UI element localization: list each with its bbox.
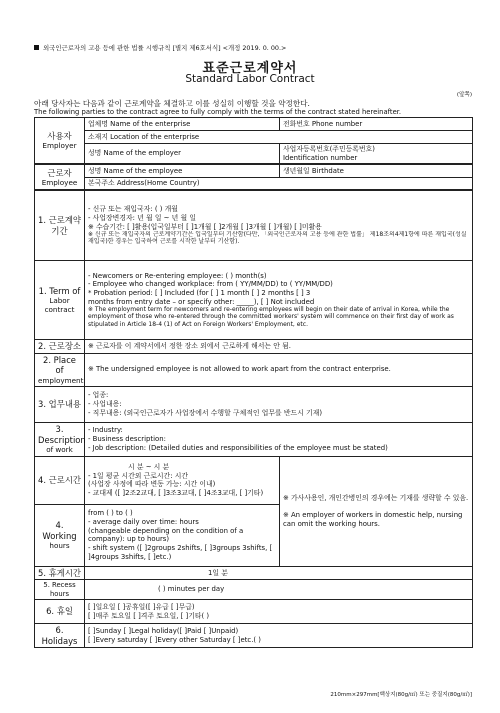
intro-korean: 아래 당사자는 다음과 같이 근로계약을 체결하고 이를 성실히 이행할 것을 약정한다. bbox=[34, 99, 310, 108]
place-content-ko: ※ 근로자를 이 계약서에서 정한 장소 외에서 근로하게 해서는 안 됨. bbox=[85, 339, 473, 353]
term-newcomer-line: - 신규 또는 재입국자: ( ) 개월 bbox=[88, 205, 178, 214]
term-content-ko bbox=[85, 190, 473, 260]
term-note-ko: ※ 신규 또는 재입국자의 근로계약기간은 입국일부터 기산함(다만, 「외국인근로자의 고용 등에 관한 법률」 제18조의4제1항에 따른 재입국(성실재입국)한 경우는 입국하여 근로를 시작한 날부터 기산함). bbox=[88, 231, 467, 246]
work-label-en: 3. Description of work bbox=[35, 422, 85, 456]
hours-content-ko: 시 분 ~ 시 분 - 1일 평균 시간외 근로시간: 시간 (사업장 사정에 따라 변동 가능: 시간 이내) - 교대제 ([ ]2조2교대, [ ]3조3교대, [ ]4조3교대, [ ]기타) bbox=[85, 456, 280, 504]
work-label-ko: 3. 업무내용 bbox=[35, 386, 85, 422]
employer-label: 사용자 Employer bbox=[35, 118, 85, 165]
front-page-mark: (앞쪽) bbox=[456, 92, 472, 98]
term-label-ko: 1. 근로계약기간 bbox=[35, 190, 85, 260]
recess-content-ko: 1일 분 bbox=[85, 566, 473, 580]
holiday-label-ko: 6. 휴일 bbox=[35, 600, 85, 624]
place-content-en: ※ The undersigned employee is not allowed to work apart from the contract enterprise. bbox=[85, 353, 473, 386]
work-content-en: - Industry: - Business description: - Job description: (Detailed duties and responsibilities of the employee must be stated) bbox=[85, 422, 473, 456]
holiday-content-ko: [ ]일요일 [ ]공휴일([ ]유급 [ ]무급) [ ]매주 토요일 [ ]격주 토요일, [ ]기타( ) bbox=[85, 600, 473, 624]
intro-english: The following parties to the contract agree to fully comply with the terms of the contract stated hereinafter. bbox=[34, 108, 402, 116]
contract-table bbox=[34, 117, 473, 648]
employee-name-field[interactable]: 성명 Name of the employee bbox=[85, 164, 280, 177]
term-note-en: ※ The employment term for newcomers and re-entering employees will begin on their date of arrival in Korea, while the employment of those who re-entered through the committed workers' system will commence on their first day of work as stipulated in Article 18-4 (1) of Act on Foreign Workers' Employment, etc. bbox=[88, 306, 454, 328]
title-english: Standard Labor Contract bbox=[185, 73, 315, 85]
regulation-text: 외국인근로자의 고용 등에 관한 법률 시행규칙 [별지 제6호서식] <개정 2019. 0. 00.> bbox=[43, 44, 287, 52]
regulation-header bbox=[34, 43, 286, 52]
hours-label-en: 4. Working hours bbox=[35, 504, 85, 566]
work-content-ko: - 업종: - 사업내용: - 직무내용: (외국인근로자가 사업장에서 수행할 구체적인 업무를 반드시 기재) bbox=[85, 386, 473, 422]
enterprise-name-field[interactable]: 업체명 Name of the enterprise bbox=[85, 118, 280, 131]
employer-id-field[interactable]: 사업자등록번호(주민등록번호) Identification number bbox=[280, 144, 473, 165]
term-label-en: 1. Term of Labor contract bbox=[35, 260, 85, 339]
home-address-field[interactable]: 본국주소 Address(Home Country) bbox=[85, 177, 473, 190]
recess-label-en: 5. Recess hours bbox=[35, 580, 85, 600]
hours-content-en: from ( ) to ( ) - average daily over time: hours (changeable depending on the condition of a company): up to hours) - shift system ([ ]2groups 2shifts, [ ]3groups 3shifts, [ ]4groups 3shifts, [ ]etc.) bbox=[85, 504, 280, 566]
title-korean: 표준근로계약서 bbox=[202, 61, 298, 76]
enterprise-location-field[interactable]: 소재지 Location of the enterprise bbox=[85, 131, 473, 144]
term-content-en: - Newcomers or Re-entering employee: ( ) month(s) - Employee who changed workplace: from ( YY/MM/DD) to ( YY/MM/DD) * Probation period: [ ] Included (for [ ] 1 month [ ] 2 months [ ] 3 months from entry date – or specify other: _____), [ ] Not included ※ The employment term for newcomers and re-entering employees will begin on their date of arrival in Korea, while the employment of those who re-entered through the committed workers' system will commence on their first day of work as stipulated in Article 18-4 (1) of Act on Foreign Workers' Employment, etc. bbox=[85, 260, 473, 339]
probation-line: ※ 수습기간: [ ]활용(입국일부터 [ ]1개월 [ ]2개월 [ ]3개월 [ ]개월) [ ]미활용 bbox=[88, 222, 322, 231]
hours-note: ※ 가사사용인, 개인간병인의 경우에는 기재를 생략할 수 있음. ※ An employer of workers in domestic help, nursing can omit the working hours. bbox=[280, 456, 473, 566]
recess-content-en: ( ) minutes per day bbox=[85, 580, 473, 600]
employer-name-field[interactable]: 성명 Name of the employer bbox=[85, 144, 280, 165]
birthdate-field[interactable]: 생년월일 Birthdate bbox=[280, 164, 473, 177]
place-label-ko: 2. 근로장소 bbox=[35, 339, 85, 353]
term-changed-line: - 사업장변경자: 년 월 일 ~ 년 월 일 bbox=[88, 214, 196, 222]
phone-number-field[interactable]: 전화번호 Phone number bbox=[280, 118, 473, 131]
paper-spec: 210mm×297mm[백상지(80g/㎡) 또는 중질지(80g/㎡)] bbox=[330, 692, 472, 698]
hours-label-ko: 4. 근로시간 bbox=[35, 456, 85, 504]
recess-label-ko: 5. 휴게시간 bbox=[35, 566, 85, 580]
employee-label: 근로자 Employee bbox=[35, 164, 85, 190]
holiday-label-en: 6. Holidays bbox=[35, 624, 85, 648]
square-bullet-icon bbox=[34, 45, 39, 50]
place-label-en: 2. Place of employment bbox=[35, 353, 85, 386]
holiday-content-en: [ ]Sunday [ ]Legal holiday([ ]Paid [ ]Unpaid) [ ]Every saturday [ ]Every other Saturday [ ]etc.( ) bbox=[85, 624, 473, 648]
